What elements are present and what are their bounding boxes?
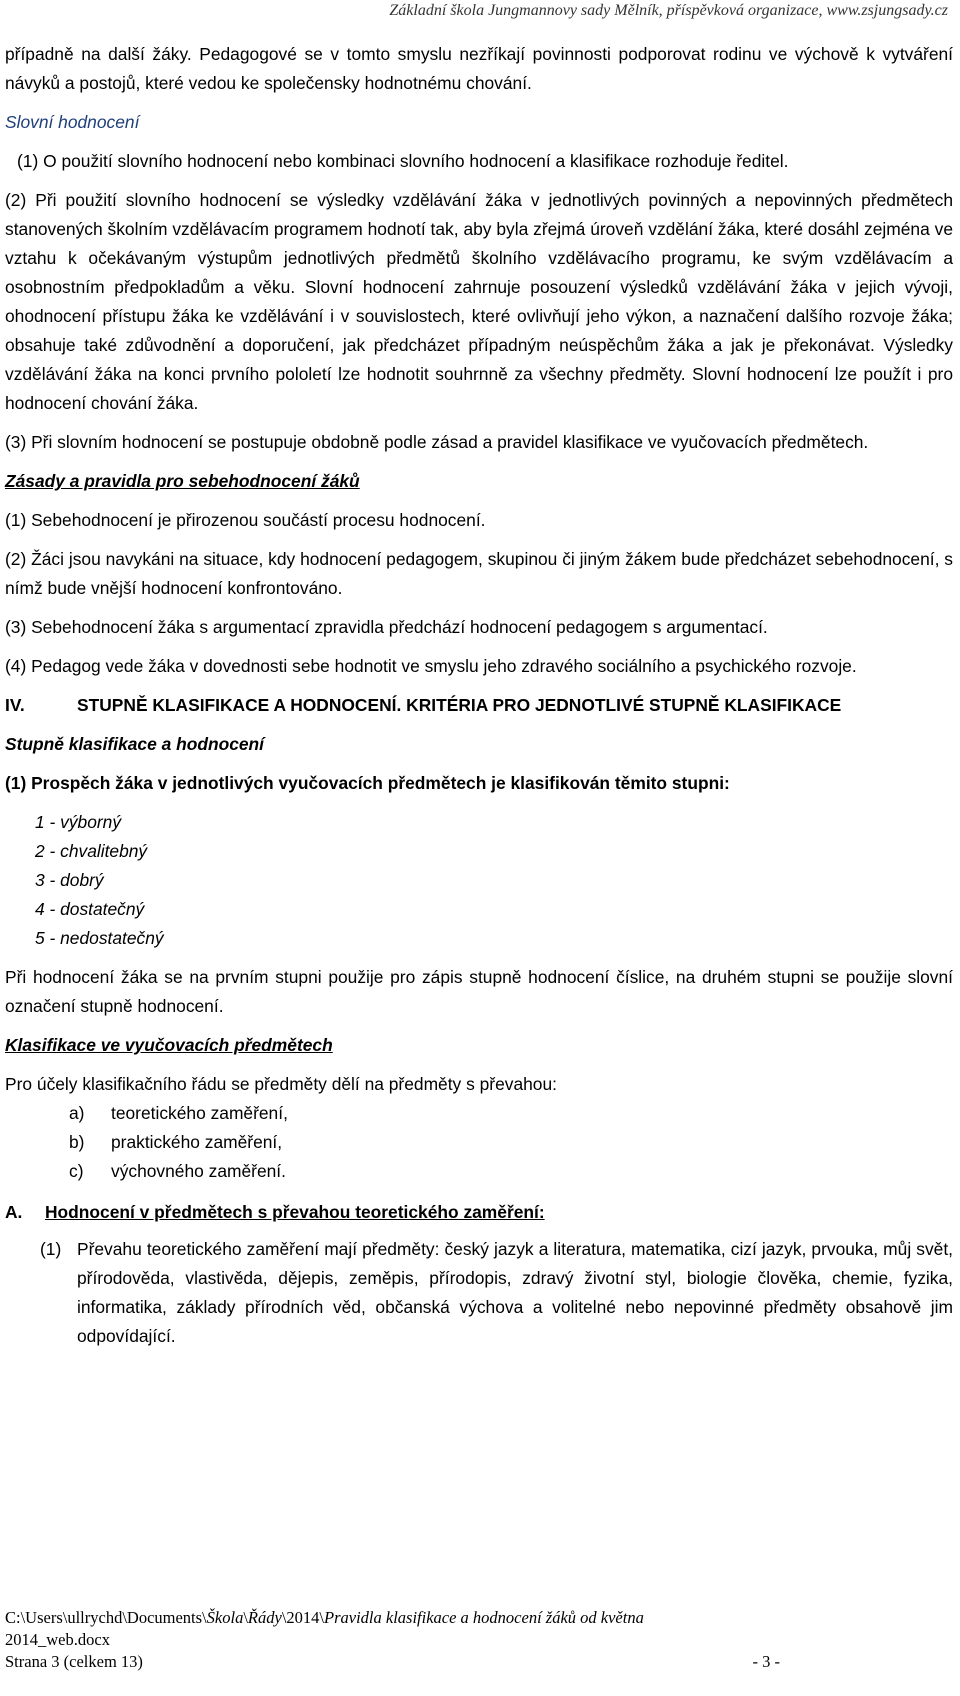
sebehodnoceni-item-1: (1) Sebehodnocení je přirozenou součástí procesu hodnocení. bbox=[5, 510, 486, 530]
slovni-heading: Slovní hodnocení bbox=[5, 112, 140, 132]
grade-item: 3 - dobrý bbox=[35, 870, 104, 890]
path-part: \2014\ bbox=[281, 1608, 324, 1627]
section-a-item bbox=[5, 1235, 953, 1351]
path-part: \ bbox=[243, 1608, 248, 1627]
klasifikace-heading: Klasifikace ve vyučovacích předmětech bbox=[5, 1035, 333, 1055]
page-content bbox=[5, 40, 953, 1351]
path-part: Řády bbox=[247, 1608, 282, 1627]
slovni-p1: (1) O použití slovního hodnocení nebo kombinaci slovního hodnocení a klasifikace rozhoduje ředitel. bbox=[17, 151, 789, 171]
list-letter: a) bbox=[69, 1103, 85, 1123]
section-a-item-number: (1) bbox=[40, 1239, 62, 1259]
section-iv-number: IV. bbox=[5, 695, 25, 715]
list-text: výchovného zaměření. bbox=[111, 1161, 286, 1181]
page-number: - 3 - bbox=[752, 1652, 780, 1671]
section-a-item-text: Převahu teoretického zaměření mají předměty: český jazyk a literatura, matematika, cizí jazyk, prvouka, můj svět, přírodověda, vlastivěda, dějepis, zeměpis, přírodopis, zdravý životní styl, biologie člověka, chemie, fyzika, informatika, základy přírodních věd, občanská výchova a volitelné nebo nepovinné předměty obsahově jim odpovídající. bbox=[77, 1239, 953, 1346]
list-text: teoretického zaměření, bbox=[111, 1103, 288, 1123]
page-of-total: Strana 3 (celkem 13) bbox=[5, 1652, 143, 1671]
grade-list bbox=[35, 808, 953, 953]
page-header: Základní škola Jungmannovy sady Mělník, příspěvková organizace, www.zsjungsady.cz bbox=[389, 2, 948, 19]
grade-item: 4 - dostatečný bbox=[35, 899, 145, 919]
list-letter: c) bbox=[69, 1161, 84, 1181]
list-item bbox=[69, 1128, 953, 1157]
section-a-heading bbox=[5, 1198, 953, 1227]
file-path-line2: 2014_web.docx bbox=[5, 1630, 110, 1649]
stupne-heading: Stupně klasifikace a hodnocení bbox=[5, 734, 264, 754]
page-footer bbox=[5, 1607, 780, 1673]
path-part: C:\Users\ullrychd\Documents\ bbox=[5, 1608, 207, 1627]
list-letter: b) bbox=[69, 1132, 85, 1152]
grade-item: 1 - výborný bbox=[35, 812, 122, 832]
list-item bbox=[69, 1099, 953, 1128]
section-iv-heading bbox=[5, 691, 953, 720]
intro-paragraph: případně na další žáky. Pedagogové se v tomto smyslu nezříkají povinnosti podporovat rodinu ve výchově k vytváření návyků a postojů, které vedou ke společensky hodnotnému chování. bbox=[5, 44, 953, 93]
section-a-number: A. bbox=[5, 1202, 23, 1222]
section-a-title: Hodnocení v předmětech s převahou teoretického zaměření: bbox=[45, 1202, 545, 1222]
list-text: praktického zaměření, bbox=[111, 1132, 283, 1152]
list-item bbox=[69, 1157, 953, 1186]
stupne-note: Při hodnocení žáka se na prvním stupni použije pro zápis stupně hodnocení číslice, na druhém stupni se použije slovní označení stupně hodnocení. bbox=[5, 967, 953, 1016]
klasifikace-list bbox=[69, 1099, 953, 1186]
section-iv-title: STUPNĚ KLASIFIKACE A HODNOCENÍ. KRITÉRIA PRO JEDNOTLIVÉ STUPNĚ KLASIFIKACE bbox=[77, 695, 842, 715]
sebehodnoceni-item-2: (2) Žáci jsou navykáni na situace, kdy hodnocení pedagogem, skupinou či jiným žákem bude předcházet sebehodnocení, s nímž bude vnější hodnocení konfrontováno. bbox=[5, 549, 953, 598]
file-path bbox=[5, 1607, 780, 1629]
sebehodnoceni-item-4: (4) Pedagog vede žáka v dovednosti sebe hodnotit ve smyslu jeho zdravého sociálního a psychického rozvoje. bbox=[5, 656, 857, 676]
path-part: Pravidla klasifikace a hodnocení žáků od května bbox=[324, 1608, 644, 1627]
sebehodnoceni-item-3: (3) Sebehodnocení žáka s argumentací zpravidla předchází hodnocení pedagogem s argumentací. bbox=[5, 617, 768, 637]
page-numbering bbox=[5, 1651, 780, 1673]
stupne-lead: (1) Prospěch žáka v jednotlivých vyučovacích předmětech je klasifikován těmito stupni: bbox=[5, 773, 730, 793]
slovni-p3: (3) Při slovním hodnocení se postupuje obdobně podle zásad a pravidel klasifikace ve vyučovacích předmětech. bbox=[5, 432, 869, 452]
slovni-p2: (2) Při použití slovního hodnocení se výsledky vzdělávání žáka v jednotlivých povinných a nepovinných předmětech stanovených školním vzdělávacím programem hodnotí tak, aby byla zřejmá úroveň vzdělání žáka, které dosáhl zejména ve vztahu k očekávaným výstupům jednotlivých předmětů školního vzdělávacího programu, ke svým vzdělávacím a osobnostním předpokladům a věku. Slovní hodnocení zahrnuje posouzení výsledků vzdělávání žáka v jejich vývoji, ohodnocení přístupu žáka ke vzdělávání i v souvislostech, které ovlivňují jeho výkon, a naznačení dalšího rozvoje žáka; obsahuje také zdůvodnění a doporučení, jak předcházet případným neúspěchům žáka a jak je překonávat. Výsledky vzdělávání žáka na konci prvního pololetí lze hodnotit souhrnně za všechny předměty. Slovní hodnocení lze použít i pro hodnocení chování žáka. bbox=[5, 190, 953, 413]
sebehodnoceni-heading: Zásady a pravidla pro sebehodnocení žáků bbox=[5, 471, 360, 491]
path-part: Škola bbox=[206, 1608, 244, 1627]
grade-item: 2 - chvalitebný bbox=[35, 841, 148, 861]
grade-item: 5 - nedostatečný bbox=[35, 928, 164, 948]
klasifikace-lead: Pro účely klasifikačního řádu se předměty dělí na předměty s převahou: bbox=[5, 1074, 557, 1094]
